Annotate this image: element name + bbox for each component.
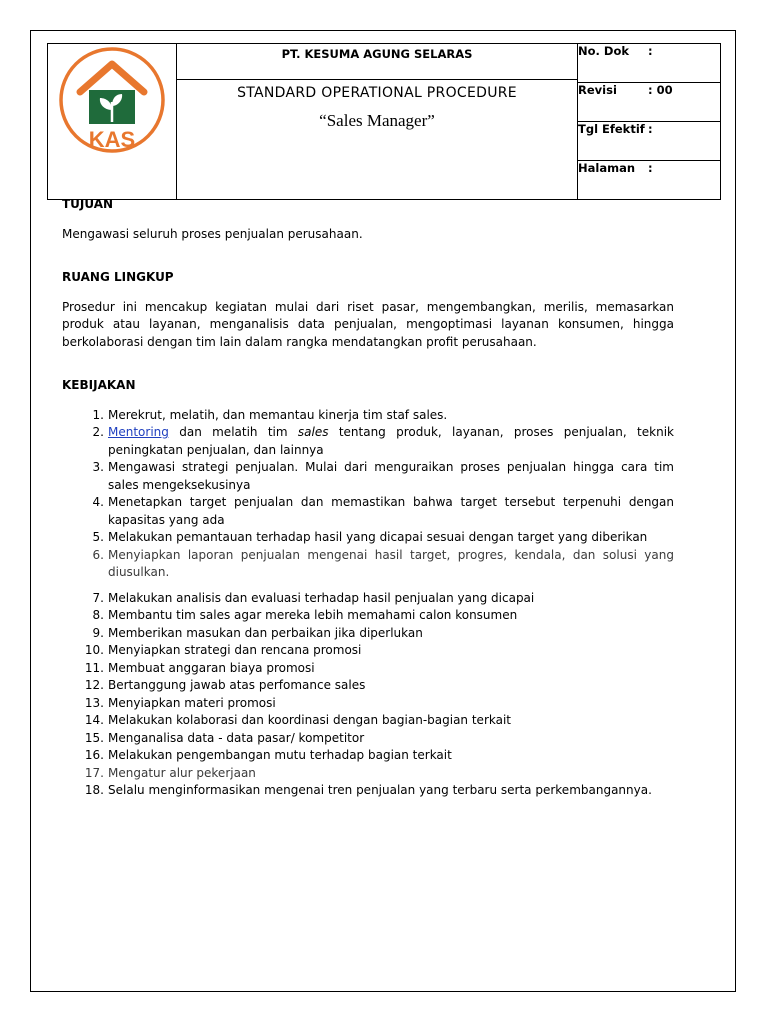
ruang-lingkup-text: Prosedur ini mencakup kegiatan mulai dari riset pasar, mengembangkan, merilis, memasarkan produk atau layanan, menganalisis data penjualan, mengoptimasi layanan konsumen, hingga berkolaborasi dengan tim lain dalam rangka mendatangkan profit perusahaan.: [62, 299, 674, 349]
list-item: [62, 607, 674, 625]
list-item: [62, 730, 674, 748]
list-number: 6.: [92, 547, 104, 562]
list-item: [62, 677, 674, 695]
list-item-text: Menyiapkan strategi dan rencana promosi: [108, 643, 362, 657]
list-number: 16.: [84, 748, 104, 762]
list-item-text: Selalu menginformasikan mengenai tren penjualan yang terbaru serta perkembangannya.: [108, 783, 652, 797]
list-item-text: Mengawasi strategi penjualan. Mulai dari menguraikan proses penjualan hingga cara tim sales mengeksekusinya: [108, 460, 674, 492]
list-number: 1.: [92, 407, 104, 422]
list-number: 10.: [84, 643, 104, 657]
heading-kebijakan: KEBIJAKAN: [62, 378, 136, 392]
document-body: [62, 196, 674, 800]
meta-halaman: [578, 161, 721, 200]
logo-cell: [48, 44, 177, 200]
list-item-text: Melakukan pemantauan terhadap hasil yang dicapai sesuai dengan target yang diberikan: [108, 530, 648, 544]
list-item-text: Menyiapkan materi promosi: [108, 695, 276, 710]
meta-label: Revisi: [578, 83, 617, 97]
list-number: 13.: [84, 695, 104, 710]
list-item: [62, 765, 674, 783]
list-item-text: Merekrut, melatih, dan memantau kinerja tim staf sales.: [108, 407, 448, 422]
list-number: 7.: [92, 590, 104, 605]
meta-revisi: [578, 83, 721, 122]
list-item: [62, 459, 674, 494]
meta-label: Halaman: [578, 161, 636, 175]
meta-tgl-efektif: [578, 122, 721, 161]
meta-value: :: [648, 161, 653, 175]
list-item: [62, 747, 674, 765]
list-item-text: Melakukan kolaborasi dan koordinasi dengan bagian-bagian terkait: [108, 713, 512, 727]
list-number: 15.: [84, 730, 104, 745]
list-item: [62, 407, 674, 425]
header-table: [47, 43, 721, 200]
heading-ruang-lingkup: RUANG LINGKUP: [62, 270, 174, 284]
list-item: [62, 642, 674, 660]
list-item-text: Melakukan pengembangan mutu terhadap bagian terkait: [108, 748, 452, 762]
list-number: 3.: [92, 460, 104, 474]
kas-logo: [56, 44, 168, 156]
list-item-text: Bertanggung jawab atas perfomance sales: [108, 678, 366, 692]
list-item: [62, 494, 674, 529]
list-item: [62, 547, 674, 582]
logo-text: KAS: [88, 127, 136, 152]
list-item: [62, 625, 674, 643]
meta-value: : 00: [648, 83, 673, 97]
list-item: [62, 529, 674, 547]
mentoring-link[interactable]: Mentoring: [108, 425, 169, 439]
list-item-text: Membantu tim sales agar mereka lebih memahami calon konsumen: [108, 608, 518, 622]
list-item-text: Menetapkan target penjualan dan memastikan bahwa target tersebut terpenuhi dengan kapasitas yang ada: [108, 495, 674, 527]
title-cell: [177, 44, 578, 200]
list-item-text: Mengatur alur pekerjaan: [108, 765, 256, 780]
list-item-text: Menyiapkan laporan penjualan mengenai hasil target, progres, kendala, dan solusi yang diusulkan.: [108, 547, 674, 579]
list-number: 9.: [92, 625, 104, 640]
list-item-text: Melakukan analisis dan evaluasi terhadap hasil penjualan yang dicapai: [108, 590, 535, 605]
list-number: 18.: [84, 783, 104, 797]
heading-tujuan: TUJUAN: [62, 197, 114, 211]
list-number: 5.: [92, 530, 104, 544]
list-number: 12.: [84, 678, 104, 692]
list-item-italic: sales: [297, 425, 329, 439]
meta-label: No. Dok: [578, 44, 629, 58]
list-item-text: Membuat anggaran biaya promosi: [108, 660, 315, 675]
list-item: [62, 660, 674, 678]
meta-label: Tgl Efektif: [578, 122, 645, 136]
list-number: 11.: [84, 660, 104, 675]
list-number: 17.: [84, 765, 104, 780]
tujuan-text: Mengawasi seluruh proses penjualan perusahaan.: [62, 226, 363, 241]
meta-no-dok: [578, 44, 721, 83]
list-item: [62, 695, 674, 713]
list-item: [62, 590, 674, 608]
sop-block: [177, 79, 577, 199]
sop-subtitle: “Sales Manager”: [319, 111, 435, 130]
sop-title: STANDARD OPERATIONAL PROCEDURE: [237, 85, 517, 101]
list-number: 8.: [92, 608, 104, 622]
policy-list: [62, 407, 674, 800]
list-item-text: Menganalisa data - data pasar/ kompetitor: [108, 730, 365, 745]
list-number: 4.: [92, 495, 104, 509]
list-number: 2.: [92, 425, 104, 439]
list-item-text: tentang produk, layanan, proses penjualan, teknik peningkatan penjualan, dan lainnya: [108, 425, 674, 457]
list-item: [62, 712, 674, 730]
list-item-text: Memberikan masukan dan perbaikan jika diperlukan: [108, 625, 423, 640]
list-item-text: dan melatih tim: [179, 425, 288, 439]
meta-value: :: [648, 44, 653, 58]
meta-value: :: [648, 122, 653, 136]
list-number: 14.: [84, 713, 104, 727]
company-name: PT. KESUMA AGUNG SELARAS: [281, 47, 473, 61]
list-item: [62, 782, 674, 800]
list-item: [62, 424, 674, 459]
